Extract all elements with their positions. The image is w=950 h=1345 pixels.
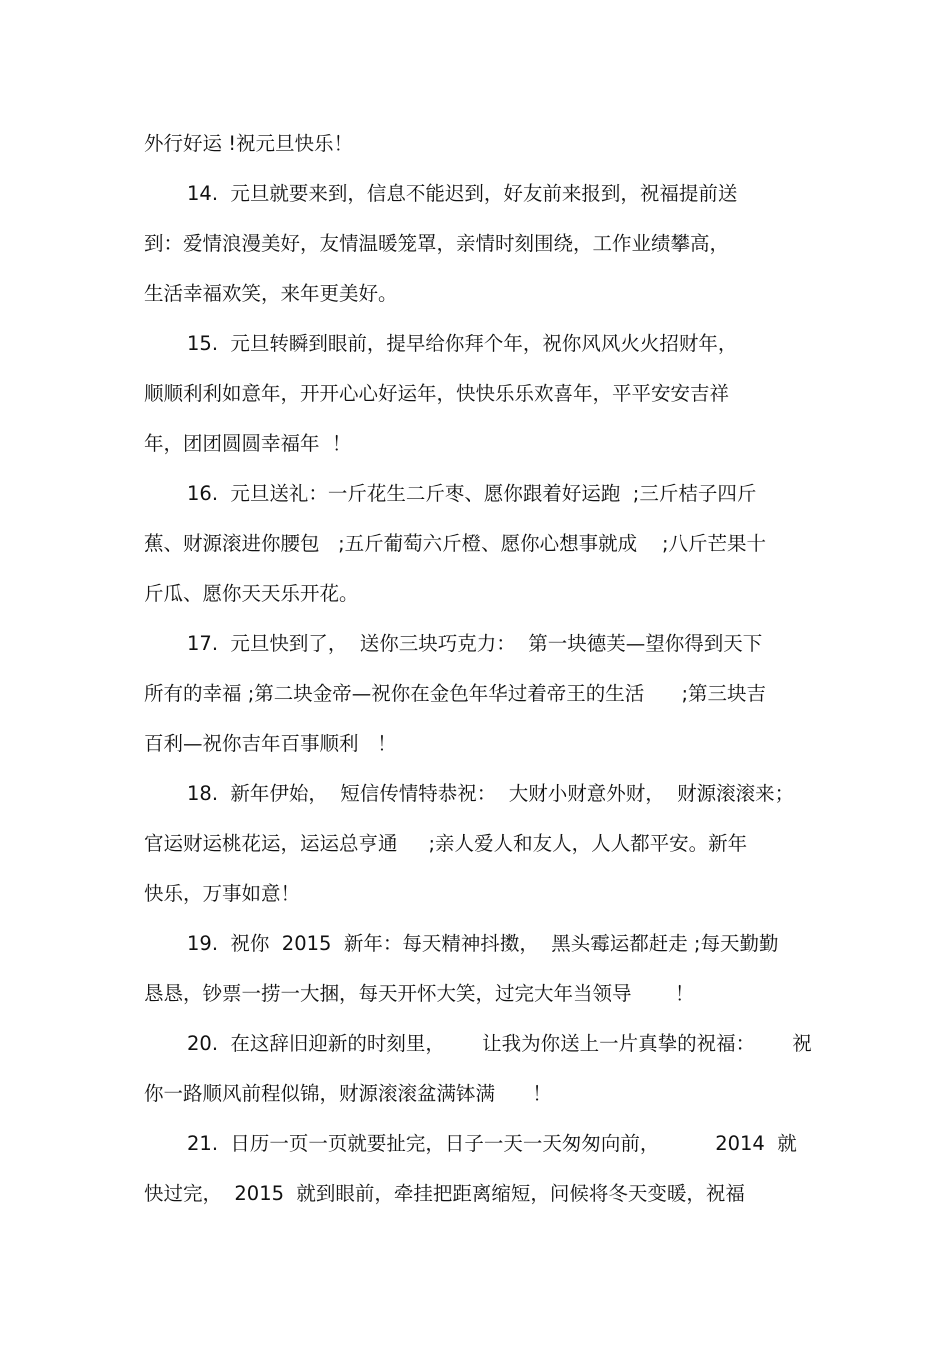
text-line: 快乐，万事如意！ <box>144 882 301 905</box>
text-line: 20. 在这辞旧迎新的时刻里， 让我为你送上一片真挚的祝福： 祝 <box>187 1032 812 1055</box>
text-line: 16. 元旦送礼：一斤花生二斤枣、愿你跟着好运跑 ;三斤桔子四斤 <box>187 482 757 505</box>
text-line: 顺顺利利如意年，开开心心好运年，快快乐乐欢喜年，平平安安吉祥 <box>144 382 730 405</box>
text-line: 17. 元旦快到了， 送你三块巧克力： 第一块德芙—望你得到天下 <box>187 632 763 655</box>
text-line: 19. 祝你 2015 新年：每天精神抖擞， 黑头霉运都赶走 ;每天勤勤 <box>187 932 779 955</box>
text-line: 恳恳，钞票一捞一大捆，每天开怀大笑，过完大年当领导 ！ <box>144 982 695 1005</box>
text-line: 斤瓜、愿你天天乐开花。 <box>144 582 359 605</box>
text-line: 你一路顺风前程似锦，财源滚滚盆满钵满 ！ <box>144 1082 552 1105</box>
text-line: 快过完， 2015 就到眼前，牵挂把距离缩短，问候将冬天变暖，祝福 <box>144 1182 745 1205</box>
text-line: 官运财运桃花运，运运总亨通 ;亲人爱人和友人，人人都平安。新年 <box>144 832 748 855</box>
text-line: 蕉、财源滚进你腰包 ;五斤葡萄六斤橙、愿你心想事就成 ;八斤芒果十 <box>144 532 767 555</box>
text-line: 百利—祝你吉年百事顺利 ！ <box>144 732 397 755</box>
text-line: 年，团团圆圆幸福年 ！ <box>144 432 352 455</box>
text-line: 14. 元旦就要来到，信息不能迟到，好友前来报到，祝福提前送 <box>187 182 738 205</box>
text-line: 外行好运 !祝元旦快乐！ <box>144 132 354 155</box>
text-line: 18. 新年伊始， 短信传情特恭祝： 大财小财意外财， 财源滚滚来； <box>187 782 795 805</box>
text-line: 所有的幸福 ;第二块金帝—祝你在金色年华过着帝王的生活 ;第三块吉 <box>144 682 767 705</box>
text-line: 生活幸福欢笑，来年更美好。 <box>144 282 398 305</box>
text-line: 15. 元旦转瞬到眼前，提早给你拜个年，祝你风风火火招财年， <box>187 332 738 355</box>
text-line: 到：爱情浪漫美好，友情温暖笼罩，亲情时刻围绕，工作业绩攀高， <box>144 232 730 255</box>
text-line: 21. 日历一页一页就要扯完，日子一天一天匆匆向前， 2014 就 <box>187 1132 797 1155</box>
